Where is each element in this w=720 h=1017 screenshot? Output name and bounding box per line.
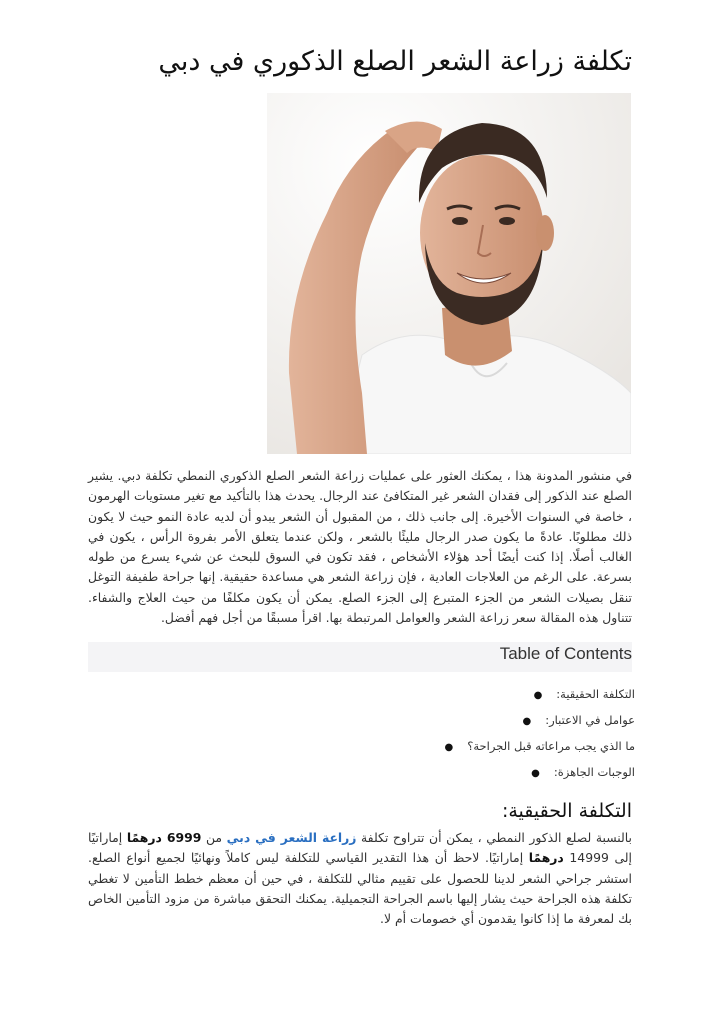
man-touching-hair-photo (267, 93, 631, 454)
toc-item[interactable] (235, 681, 635, 707)
bullet-icon: ● (444, 742, 454, 753)
page-title: تكلفة زراعة الشعر الصلع الذكوري في دبي (158, 46, 632, 77)
toc-item-label[interactable]: ما الذي يجب مراعاته قبل الجراحة؟ (467, 739, 635, 753)
toc-item-label[interactable]: التكلفة الحقيقية: (556, 687, 635, 701)
toc-item[interactable] (235, 707, 635, 733)
intro-paragraph: في منشور المدونة هذا ، يمكنك العثور على عمليات زراعة الشعر الصلع الذكوري النمطي تكلفة دبي. يشير الصلع عند الذكور إلى فقدان الشعر غير المتكافئ عند الرجال. يحدث هذا بالتأكيد مع تغير مستويات الهرمون ، خاصة في السنوات الأخيرة. إلى جانب ذلك ، من المقبول أن الشعر يبدو أن لديه عادة النمو حيث لا يكون ذلك مطلوبًا. عادةً ما يكون صدر الرجال مليئًا بالشعر ، ولكن عندما يتعلق الأمر بفروة الرأس ، يكون في الغالب أصلًا. إذا كنت أيضًا أحد هؤلاء الأشخاص ، فقد تكون في السوق للبحث عن شيء يسرع من طوله بسرعة. على الرغم من العلاجات العادية ، فإن زراعة الشعر هي مساعدة حقيقية. إنها جراحة طفيفة التوغل تنقل بصيلات الشعر من الجزء المتبرع إلى الجزء الصلع. يمكن أن يكون مكلفًا من حيث العلاج والشفاء. تتناول هذه المقالة سعر زراعة الشعر والعوامل المرتبطة بها. اقرأ مسبقًا من أجل فهم أفضل. (88, 468, 632, 626)
toc-item[interactable] (235, 759, 635, 785)
section-heading: التكلفة الحقيقية: (501, 800, 632, 822)
toc-item[interactable] (235, 733, 635, 759)
cost-text-rest: إماراتيًا. لاحظ أن هذا التقدير القياسي للتكلفة ليس كاملاً ونهائيًا لجميع أنواع الصلع. استشر جراحي الشعر لدينا للحصول على تقييم مثالي للتكلفة ، في حين أن معظم خطط التأمين لا تغطي تكلفة هذه الجراحة حيث يشار إليها باسم الجراحة التجميلية. يمكنك التحقق مباشرة من مزود التأمين الخاص بك لمعرفة ما إذا كانوا يقدمون أي خصومات أم لا. (88, 850, 632, 927)
bullet-icon: ● (531, 768, 540, 779)
toc-title: Table of Contents (499, 644, 632, 663)
price-high-unit: درهمًا (528, 850, 564, 866)
bullet-icon: ● (533, 690, 543, 701)
cost-text-mid: إماراتيًا إلى 14999 (88, 830, 633, 866)
toc-list (235, 681, 635, 785)
hair-transplant-dubai-link[interactable]: زراعة الشعر في دبي (226, 830, 357, 845)
price-low: 6999 درهمًا (126, 830, 202, 845)
cost-paragraph (88, 828, 632, 929)
toc-item-label[interactable]: الوجبات الجاهزة: (553, 765, 635, 779)
cost-text-intro: بالنسبة لصلع الذكور النمطي ، يمكن أن تتراوح تكلفة (356, 830, 632, 845)
bullet-icon: ● (522, 716, 532, 727)
toc-item-label[interactable]: عوامل في الاعتبار: (545, 713, 635, 727)
table-of-contents (88, 642, 632, 672)
cost-text-from: من (201, 830, 227, 845)
hero-photo (267, 93, 631, 454)
